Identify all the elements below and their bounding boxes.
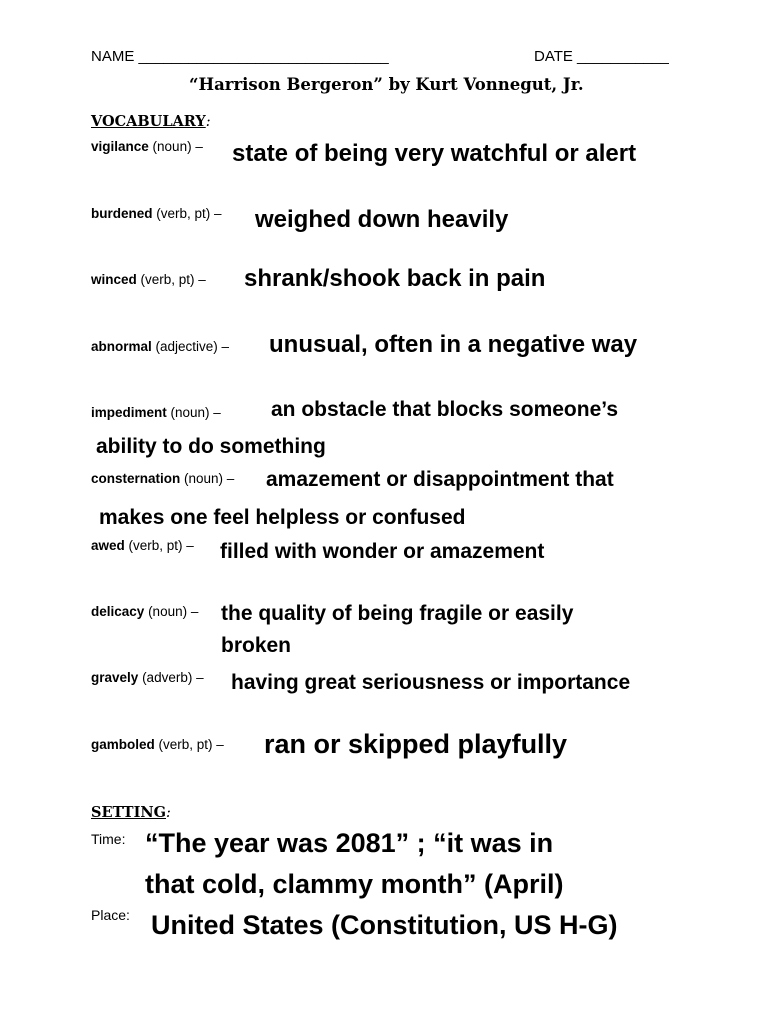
vocabulary-heading-colon: : [205,114,211,130]
setting-place-label: Place: [91,907,130,923]
vocab-word: winced [91,272,137,287]
vocab-answer-consternation: amazement or disappointment that [266,468,614,491]
vocab-answer-awed: filled with wonder or amazement [220,540,545,563]
setting-time-value: “The year was 2081” ; “it was in [145,828,554,858]
vocab-part-of-speech: (verb, pt) – [156,206,222,221]
setting-heading [91,804,171,821]
vocab-word: burdened [91,206,153,221]
vocab-part-of-speech: (noun) – [148,604,199,619]
vocab-answer-gamboled: ran or skipped playfully [264,729,568,759]
worksheet-title: “Harrison Bergeron” by Kurt Vonnegut, Jr. [189,75,584,94]
vocab-word: gravely [91,670,139,685]
vocab-word: delicacy [91,604,145,619]
vocab-answer-consternation-cont: makes one feel helpless or confused [99,506,466,529]
vocab-term-delicacy [91,604,198,619]
setting-time-value-cont: that cold, clammy month” (April) [145,869,564,899]
vocab-answer-winced: shrank/shook back in pain [244,265,546,292]
vocab-part-of-speech: (noun) – [184,471,235,486]
vocab-term-gravely [91,670,204,685]
vocab-word: gamboled [91,737,155,752]
name-field-label: NAME ______________________________ [91,48,389,65]
vocab-answer-abnormal: unusual, often in a negative way [269,331,638,358]
vocab-term-impediment [91,405,221,420]
vocabulary-heading-text: VOCABULARY [91,113,206,130]
vocab-answer-vigilance: state of being very watchful or alert [232,140,637,167]
vocab-answer-impediment: an obstacle that blocks someone’s [271,398,618,421]
vocab-answer-delicacy: the quality of being fragile or easily [221,602,574,625]
vocab-term-awed [91,538,194,553]
vocabulary-heading [91,113,211,130]
setting-time-label: Time: [91,831,126,847]
vocab-part-of-speech: (adverb) – [142,670,204,685]
vocab-part-of-speech: (verb, pt) – [158,737,224,752]
date-field-label: DATE ___________ [534,48,669,65]
vocab-word: consternation [91,471,181,486]
vocab-part-of-speech: (noun) – [152,139,203,154]
vocab-answer-gravely: having great seriousness or importance [231,671,631,694]
vocab-term-vigilance [91,139,203,154]
setting-place-value: United States (Constitution, US H-G) [151,910,618,940]
vocab-word: impediment [91,405,167,420]
vocab-answer-impediment-cont: ability to do something [96,435,326,458]
vocab-word: abnormal [91,339,152,354]
vocab-part-of-speech: (verb, pt) – [128,538,194,553]
vocab-answer-delicacy-cont: broken [221,634,292,657]
vocab-term-consternation [91,471,234,486]
vocab-word: awed [91,538,125,553]
vocab-part-of-speech: (verb, pt) – [140,272,206,287]
setting-heading-colon: : [166,805,171,821]
vocab-answer-burdened: weighed down heavily [255,206,509,233]
vocab-term-burdened [91,206,222,221]
setting-heading-text: SETTING [91,804,167,821]
vocab-part-of-speech: (adjective) – [155,339,230,354]
vocab-term-abnormal [91,339,229,354]
vocab-part-of-speech: (noun) – [170,405,221,420]
vocab-word: vigilance [91,139,149,154]
vocab-term-winced [91,272,206,287]
vocab-term-gamboled [91,737,224,752]
